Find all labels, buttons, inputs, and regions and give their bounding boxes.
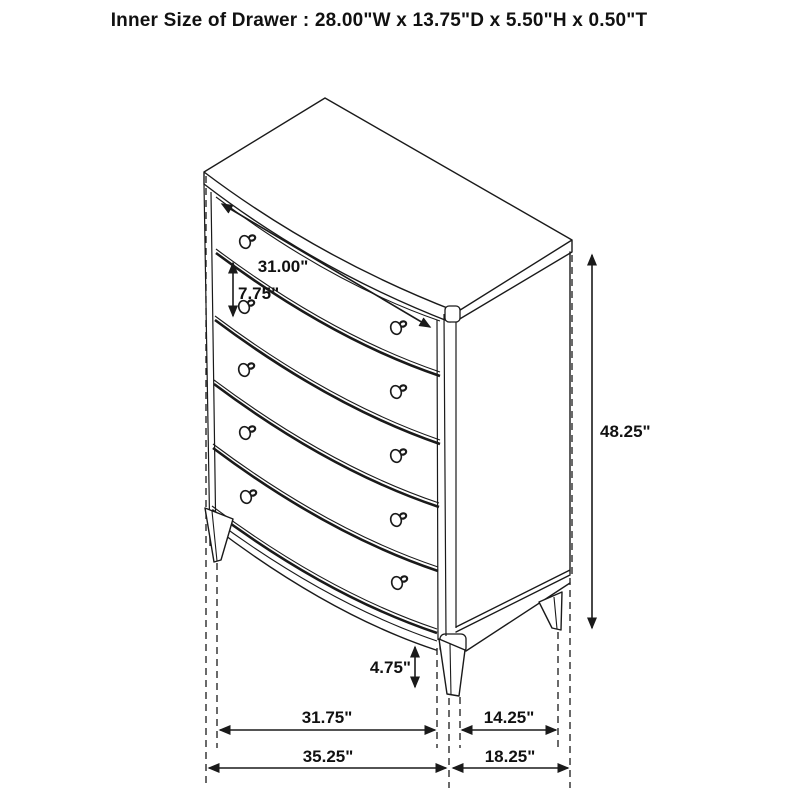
drawer-knob xyxy=(238,425,256,440)
top-right-corner-cap xyxy=(445,306,460,322)
drawer-knob xyxy=(239,489,257,504)
dim-label-overall-width: 35.25" xyxy=(302,747,354,766)
dim-label-drawer-width: 31.00" xyxy=(257,257,309,276)
drawer-knob xyxy=(238,234,256,249)
drawer-knob xyxy=(389,384,407,399)
dim-label-overall-height: 48.25" xyxy=(600,422,651,441)
front-right-post xyxy=(437,314,456,640)
dim-label-overall-depth: 18.25" xyxy=(484,747,536,766)
dim-label-drawer-front-height: 7.75" xyxy=(238,284,280,303)
dim-label-front-leg-span: 31.75" xyxy=(301,708,353,727)
dim-arrow-drawer-width xyxy=(222,204,430,327)
drawer-knob xyxy=(237,362,255,377)
front-left-leg xyxy=(205,508,233,562)
dim-label-side-leg-span: 14.25" xyxy=(483,708,535,727)
front-apron-lower-edge xyxy=(214,527,436,650)
drawer-knob xyxy=(389,320,407,335)
drawer-knob xyxy=(390,575,408,590)
back-right-leg xyxy=(539,592,562,630)
dim-label-foot-height: 4.75" xyxy=(369,658,411,677)
right-side-panel xyxy=(456,252,570,651)
drawer-knob xyxy=(389,448,407,463)
drawer-knob xyxy=(389,512,407,527)
inner-drawer-size-title: Inner Size of Drawer : 28.00"W x 13.75"D x 5.50"H x 0.50"T xyxy=(110,10,648,31)
